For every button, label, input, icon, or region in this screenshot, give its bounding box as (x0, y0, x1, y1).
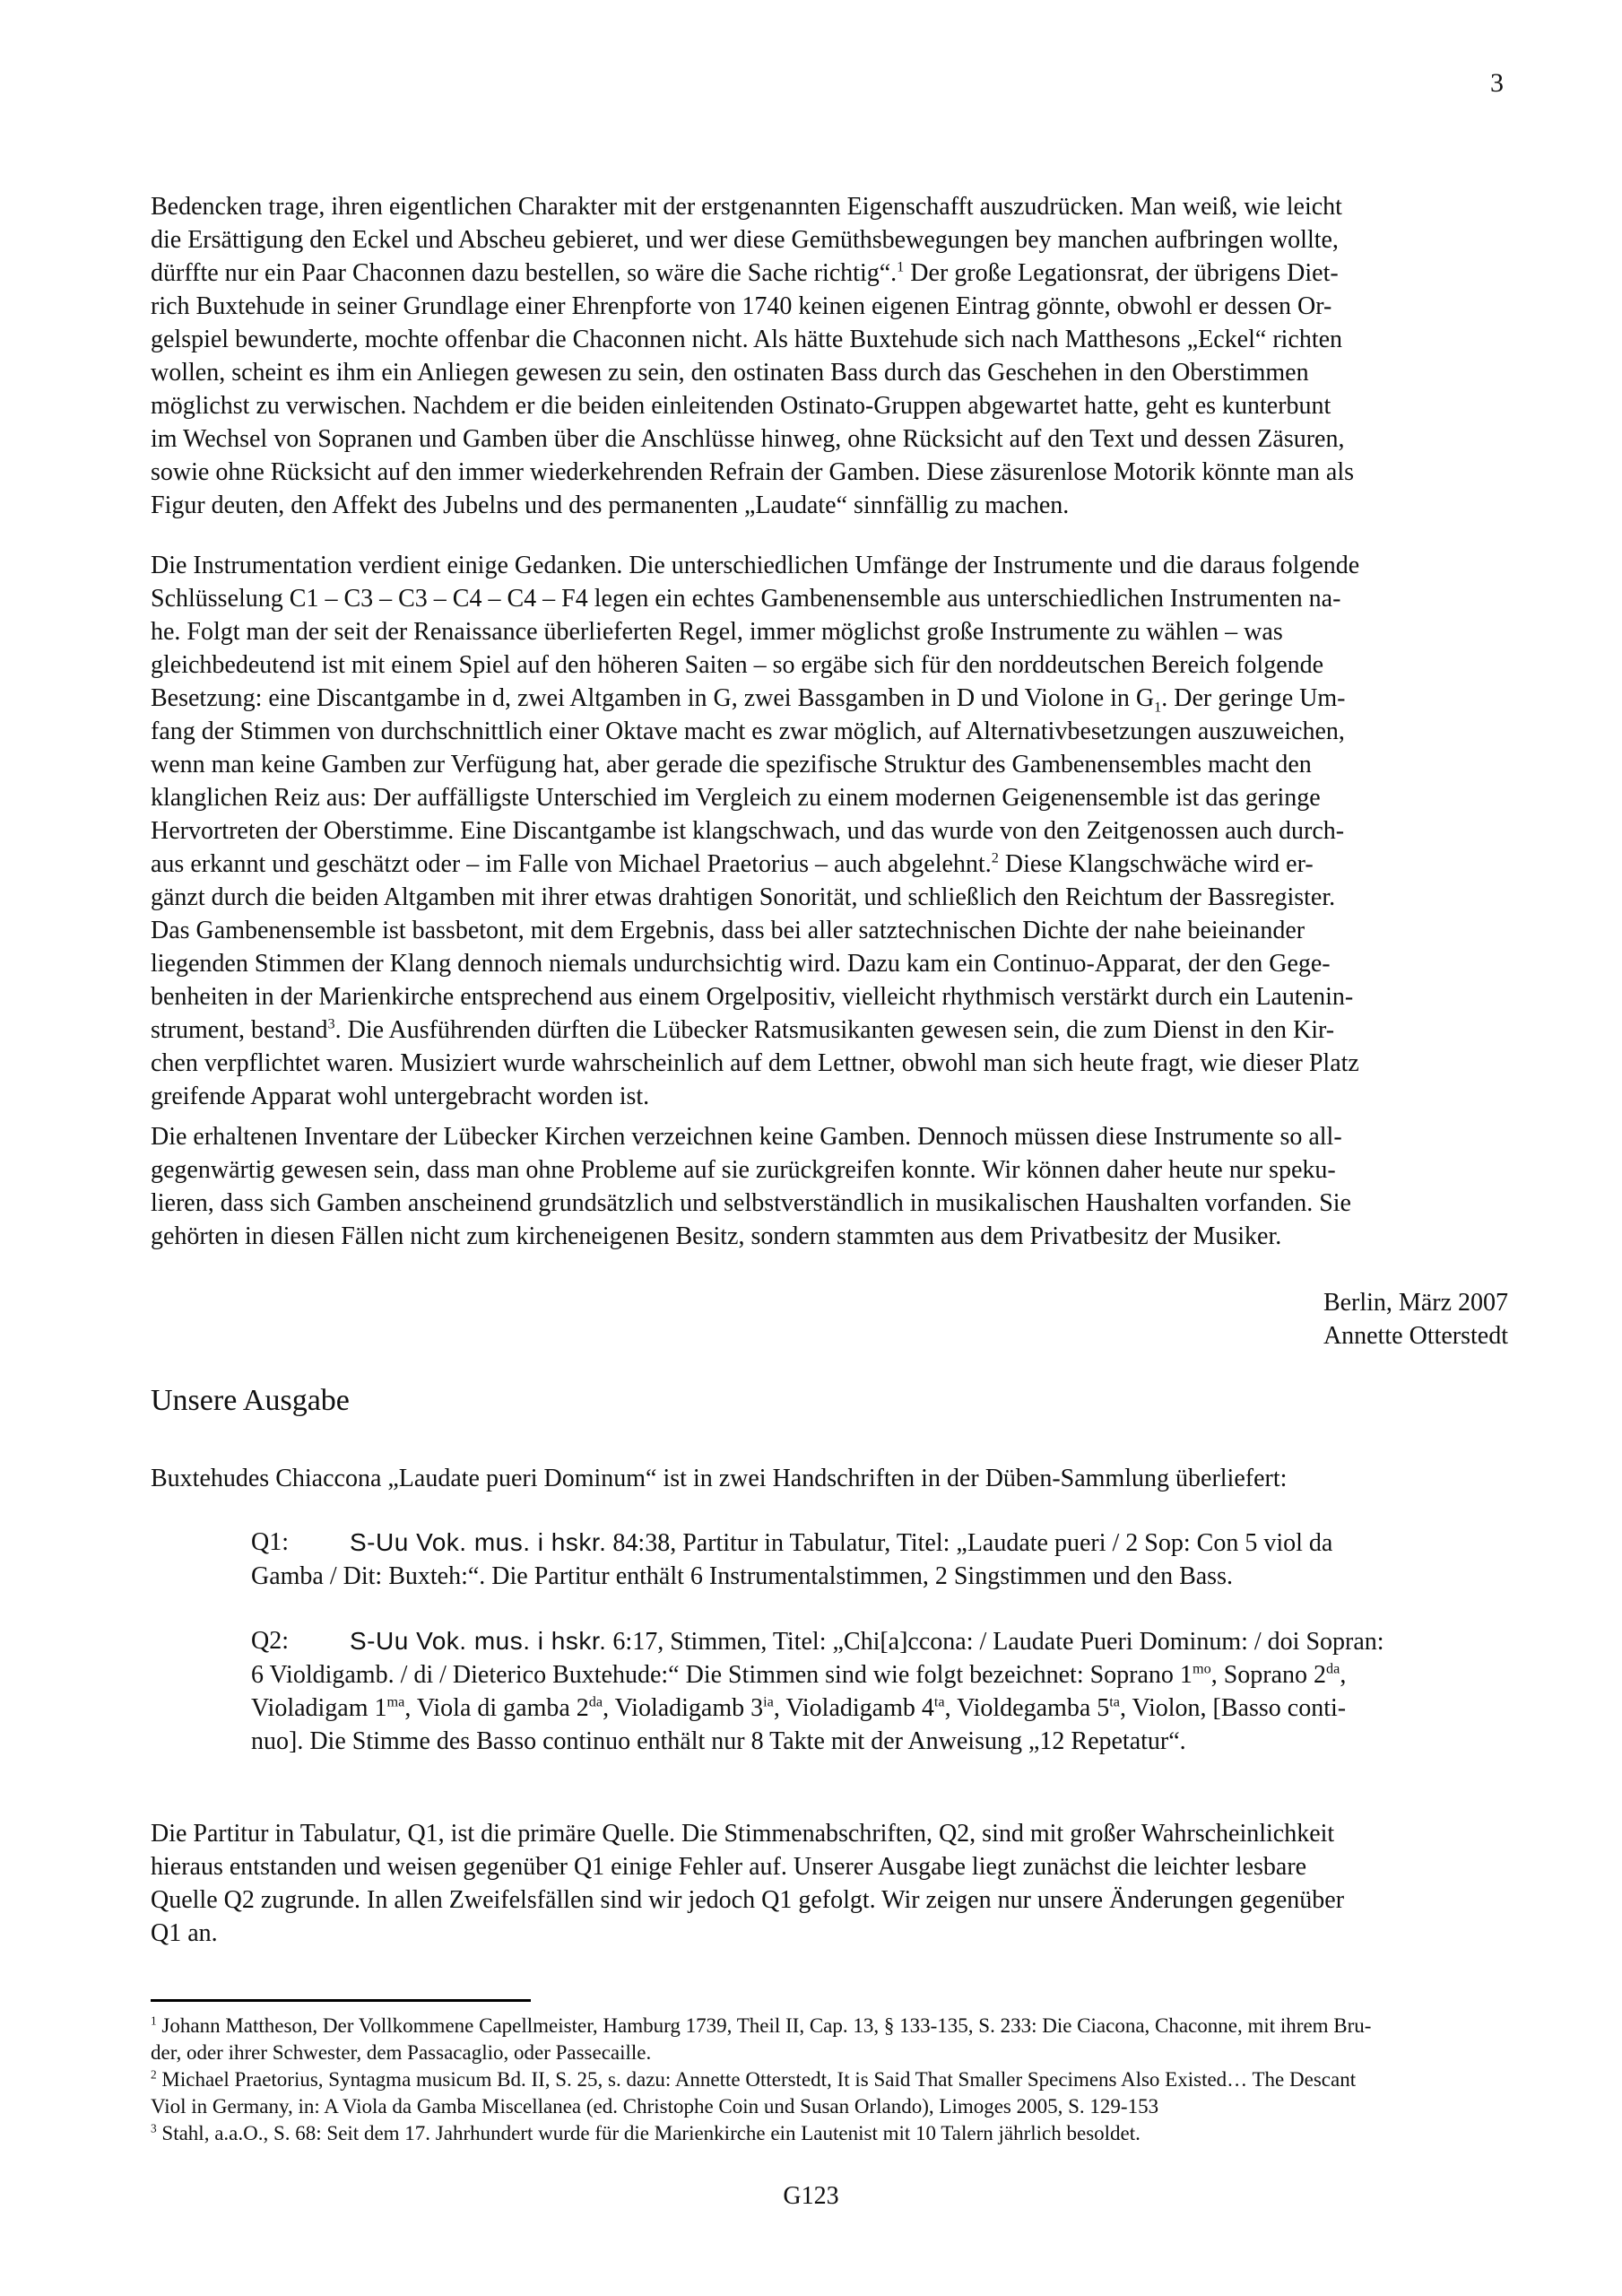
source-q2 (251, 1624, 1454, 1758)
paragraph-2: Die Instrumentation verdient einige Gedanken. Die unterschiedlichen Umfänge der Instrumente und die daraus folgende Schlüsselung C1 – C3 – C3 – C4 – C4 – F4 legen ein echtes Gambenensemble aus unterschiedlichen Instrumenten na- he. Folgt man der seit der Renaissance überlieferten Regel, immer möglichst große Instrumente zu wählen – was gleichbedeutend ist mit einem Spiel auf den höheren Saiten – so ergäbe sich für den norddeutschen Bereich folgende Besetzung: eine Discantgambe in d, zwei Altgamben in G, zwei Bassgamben in D und Violone in $G_1$. Der geringe Um- fang der Stimmen von durchschnittlich einer Oktave macht es zwar möglich, auf Alternativbesetzungen auszuweichen, wenn man keine Gamben zur Verfügung hat, aber gerade die spezifische Struktur des Gambenensembles macht den klanglichen Reiz aus: Der auffälligste Unterschied im Vergleich zu einem modernen Geigenensemble ist das geringe Hervortreten der Oberstimme. Eine Discantgambe ist klangschwach, und das wurde von den Zeitgenossen auch durch- aus erkannt und geschätzt oder – im Falle von Michael Praetorius – auch abgelehnt.$^2$ Diese Klangschwäche wird er- gänzt durch die beiden Altgamben mit ihrer etwas drahtigen Sonorität, und schließlich den Reichtum der Bassregister. Das Gambenensemble ist bassbetont, mit dem Ergebnis, dass bei aller satztechnischen Dichte der nahe beieinander liegenden Stimmen der Klang dennoch niemals undurchsichtig wird. Dazu kam ein Continuo-Apparat, der den Gege- benheiten in der Marienkirche entsprechend aus einem Orgelpositiv, vielleicht rhythmisch verstärkt durch ein Lautenin- strument, bestand$^3$. Die Ausführenden dürften die Lübecker Ratsmusikanten gewesen sein, die zum Dienst in den Kir- chen verpflichtet waren. Musiziert wurde wahrscheinlich auf dem Lettner, obwohl man sich heute fragt, wie dieser Platz greifende Apparat wohl untergebracht worden ist. (151, 552, 1360, 1110)
footnote-separator-rule (151, 1999, 531, 2002)
section-heading: Unsere Ausgabe (151, 1384, 350, 1417)
source-q2-label: Q2: (251, 1627, 289, 1655)
source-q1 (251, 1526, 1454, 1593)
footnote-2: $^2$ Michael Praetorius, Syntagma musicum Bd. II, S. 25, s. dazu: Annette Otterstedt, It is Said That Smaller Specimens Also Existed… The Descant Viol in Germany, in: A Viola da Gamba Miscellanea (ed. Christophe Coin und Susan Orlando), Limoges 2005, S. 129-153 (151, 2067, 1357, 2118)
closing-paragraph: Die Partitur in Tabulatur, Q1, ist die primäre Quelle. Die Stimmenabschriften, Q2, sind mit großer Wahrscheinlichkeit hieraus entstanden und weisen gegenüber Q1 einige Fehler auf. Unserer Ausgabe liegt zunächst die leichter lesbare Quelle Q2 zugrunde. In allen Zweifelsfällen sind wir jedoch Q1 gefolgt. Wir zeigen nur unsere Änderungen gegenüber Q1 an. (151, 1820, 1345, 1947)
signoff-place-date: Berlin, März 2007 (1323, 1289, 1508, 1317)
paragraph-3: Die erhaltenen Inventare der Lübecker Kirchen verzeichnen keine Gamben. Dennoch müssen diese Instrumente so all- gegenwärtig gewesen sein, dass man ohne Probleme auf sie zurückgreifen konnte. Wir können daher heute nur speku- lieren, dass sich Gamben anscheinend grundsätzlich und selbstverständlich in musikalischen Haushalten vorfanden. Sie gehörten in diesen Fällen nicht zum kircheneigenen Besitz, sondern stammten aus dem Privatbesitz der Musiker. (151, 1123, 1351, 1250)
plate-number: G123 (783, 2182, 839, 2210)
footnotes-section (151, 1999, 1496, 2147)
signoff (151, 1286, 1508, 1352)
page-number: 3 (1490, 68, 1504, 98)
paragraph-1: Bedencken trage, ihren eigentlichen Charakter mit der erstgenannten Eigenschafft auszudrücken. Man weiß, wie leicht die Ersättigung den Eckel und Abscheu gebieret, und wer diese Gemüthsbewegungen bey manchen aufbringen wollte, dürffte nur ein Paar Chaconnen dazu bestellen, so wäre die Sache richtig“.$^1$ Der große Legationsrat, der übrigens Diet- rich Buxtehude in seiner Grundlage einer Ehrenpforte von 1740 keinen eigenen Eintrag gönnte, obwohl er dessen Or- gelspiel bewunderte, mochte offenbar die Chaconnen nicht. Als hätte Buxtehude sich nach Matthesons „Eckel“ richten wollen, scheint es ihm ein Anliegen gewesen zu sein, den ostinaten Bass durch das Geschehen in den Oberstimmen möglichst zu verwischen. Nachdem er die beiden einleitenden Ostinato-Gruppen abgewartet hatte, geht es kunterbunt im Wechsel von Sopranen und Gamben über die Anschlüsse hinweg, ohne Rücksicht auf den Text und dessen Zäsuren, sowie ohne Rücksicht auf den immer wiederkehrenden Refrain der Gamben. Diese zäsurenlose Motorik könnte man als Figur deuten, den Affekt des Jubelns und des permanenten „Laudate“ sinnfällig zu machen. (151, 193, 1355, 519)
section-intro: Buxtehudes Chiaccona „Laudate pueri Dominum“ ist in zwei Handschriften in der Düben-Sammlung überliefert: (151, 1465, 1288, 1492)
footnote-1: $^1$ Johann Mattheson, Der Vollkommene Capellmeister, Hamburg 1739, Theil II, Cap. 13, § 133-135, S. 233: Die Ciacona, Chaconne, mit ihrem Bru- der, oder ihrer Schwester, dem Passacaglio, oder Passecaille. (151, 2013, 1372, 2064)
source-q1-description: S-Uu Vok. mus. i hskr. 84:38, Partitur in Tabulatur, Titel: „Laudate pueri / 2 Sop: Con 5 viol da Gamba / Dit: Buxteh:“. Die Partitur enthält 6 Instrumentalstimmen, 2 Singstimmen und den Bass. (251, 1528, 1333, 1590)
signoff-author: Annette Otterstedt (1323, 1322, 1508, 1350)
source-q1-label: Q1: (251, 1528, 289, 1556)
footnote-3: $^3$ Stahl, a.a.O., S. 68: Seit dem 17. Jahrhundert wurde für die Marienkirche ein Lautenist mit 10 Talern jährlich besoldet. (151, 2121, 1141, 2144)
source-q2-description: S-Uu Vok. mus. i hskr. 6:17, Stimmen, Titel: „Chi[a]ccona: / Laudate Pueri Dominum: / doi Sopran: 6 Violdigamb. / di / Dieterico Buxtehude:“ Die Stimmen sind wie folgt bezeichnet: Soprano $1^{mo}$, Soprano $2^{da}$, Violadigam $1^{ma}$, Viola di gamba $2^{da}$, Violadigamb $3^{ia}$, Violadigamb $4^{ta}$, Violdegamba $5^{ta}$, Violon, [Basso conti- nuo]. Die Stimme des Basso continuo enthält nur 8 Takte mit der Anweisung „12 Repetatur“. (251, 1627, 1384, 1755)
